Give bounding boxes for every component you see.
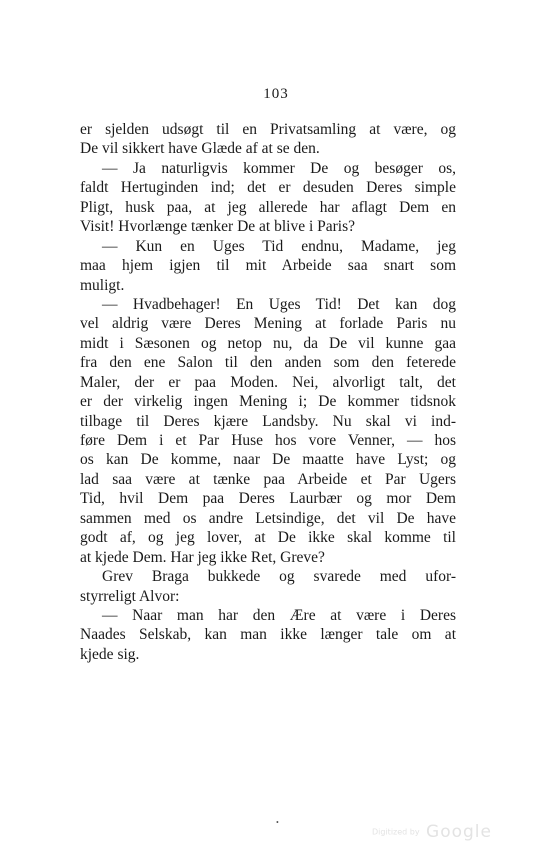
text-line: fra den ene Salon til den anden som den feterede bbox=[80, 354, 456, 372]
text-line: lad saa være at tænke paa Arbeide et Par Ugers bbox=[80, 470, 456, 488]
text-line: føre Dem i et Par Huse hos vore Venner, — hos bbox=[80, 432, 456, 449]
text-line: Tid, hvil Dem paa Deres Laurbær og mor Dem bbox=[80, 490, 456, 508]
text-line: maa hjem igjen til mit Arbeide saa snart som bbox=[80, 257, 456, 275]
text-line: muligt. bbox=[80, 276, 125, 294]
text-line: sammen med os andre Letsindige, det vil De have bbox=[80, 509, 456, 527]
footer-dot: • bbox=[276, 818, 279, 827]
text-line: er der virkelig ingen Mening i; De kommer tidsnok bbox=[80, 393, 456, 411]
text-line: midt i Sæsonen og netop nu, da De vil kunne gaa bbox=[80, 334, 456, 352]
page-number: 103 bbox=[263, 86, 289, 102]
text-line: Naades Selskab, kan man ikke længer tale om at bbox=[80, 626, 456, 644]
text-line: De vil sikkert have Glæde af at se den. bbox=[80, 140, 320, 158]
text-line: — Hvadbehager! En Uges Tid! Det kan dog bbox=[102, 295, 456, 313]
text-line: Pligt, husk paa, at jeg allerede har aflagt Dem en bbox=[80, 198, 456, 216]
text-line: kjede sig. bbox=[80, 645, 140, 663]
text-line: vel aldrig være Deres Mening at forlade Paris nu bbox=[80, 315, 456, 333]
watermark-prefix: Digitized by bbox=[372, 827, 420, 837]
body-text bbox=[80, 120, 456, 664]
text-line: styrreligt Alvor: bbox=[80, 587, 180, 605]
text-line: at kjede Dem. Har jeg ikke Ret, Greve? bbox=[80, 548, 325, 566]
text-line: os kan De komme, naar De maatte have Lyst; og bbox=[80, 451, 456, 469]
text-line: godt af, og jeg lover, at De ikke skal komme til bbox=[80, 529, 456, 547]
text-line: faldt Hertuginden ind; det er desuden Deres simple bbox=[80, 179, 456, 197]
text-line: Grev Braga bukkede og svarede med ufor- bbox=[102, 568, 456, 586]
text-line: tilbage til Deres kjære Landsby. Nu skal vi ind- bbox=[80, 412, 456, 430]
watermark-brand: Google bbox=[426, 822, 492, 842]
text-line: — Kun en Uges Tid endnu, Madame, jeg bbox=[102, 237, 456, 255]
text-line: Maler, der er paa Moden. Nei, alvorligt talt, det bbox=[80, 373, 456, 391]
text-line: — Naar man har den Ære at være i Deres bbox=[102, 606, 456, 624]
text-line: Visit! Hvorlænge tænker De at blive i Paris? bbox=[80, 218, 356, 236]
text-line: er sjelden udsøgt til en Privatsamling at være, og bbox=[80, 121, 456, 138]
text-line: — Ja naturligvis kommer De og besøger os, bbox=[102, 159, 456, 177]
digitized-watermark bbox=[372, 822, 492, 842]
